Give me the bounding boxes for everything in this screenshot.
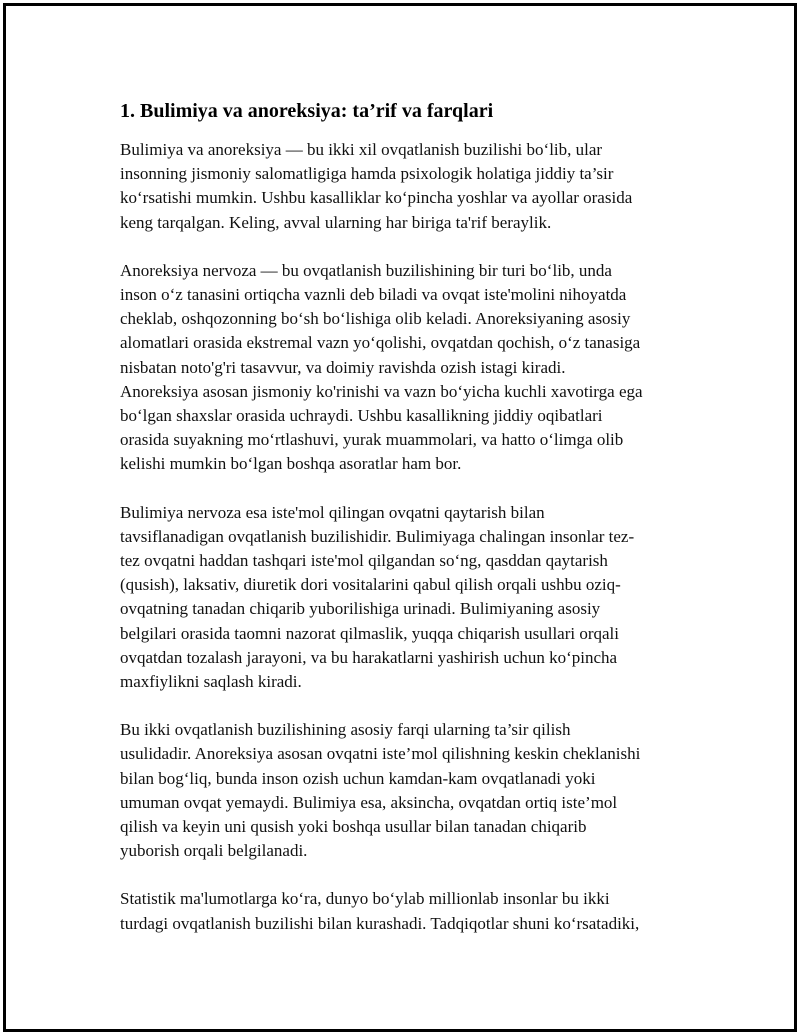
paragraph-line: Anoreksiya nervoza — bu ovqatlanish buzilishining bir turi bo‘lib, unda bbox=[120, 260, 612, 280]
paragraph-line: orasida suyakning mo‘rtlashuvi, yurak muammolari, va hatto o‘limga olib bbox=[120, 430, 624, 450]
paragraph-line: cheklab, oshqozonning bo‘sh bo‘lishiga olib keladi. Anoreksiyaning asosiy bbox=[120, 309, 631, 329]
paragraph-line: ko‘rsatishi mumkin. Ushbu kasalliklar ko‘pincha yoshlar va ayollar orasida bbox=[120, 188, 633, 208]
document-body bbox=[120, 98, 700, 960]
paragraph bbox=[120, 259, 700, 477]
section-heading: 1. Bulimiya va anoreksiya: ta’rif va farqlari bbox=[120, 100, 494, 122]
paragraph-line: nisbatan noto'g'ri tasavvur, va doimiy ravishda ozish istagi kiradi. bbox=[120, 357, 566, 377]
paragraph-line: kelishi mumkin bo‘lgan boshqa asoratlar ham bor. bbox=[120, 454, 462, 474]
paragraph-line: ovqatdan tozalash jarayoni, va bu harakatlarni yashirish uchun ko‘pincha bbox=[120, 647, 618, 667]
paragraph-line: ovqatning tanadan chiqarib yuborilishiga urinadi. Bulimiyaning asosiy bbox=[120, 599, 601, 619]
paragraph bbox=[120, 718, 700, 863]
paragraph-list bbox=[120, 138, 700, 936]
paragraph-line: yuborish orqali belgilanadi. bbox=[120, 841, 308, 861]
page-frame bbox=[3, 3, 797, 1032]
paragraph-line: qilish va keyin uni qusish yoki boshqa usullar bilan tanadan chiqarib bbox=[120, 817, 587, 837]
paragraph-line: tez ovqatni haddan tashqari iste'mol qilgandan so‘ng, qasddan qaytarish bbox=[120, 551, 608, 571]
paragraph-line: tavsiflanadigan ovqatlanish buzilishidir. Bulimiyaga chalingan insonlar tez- bbox=[120, 526, 635, 546]
paragraph-line: bilan bog‘liq, bunda inson ozish uchun kamdan-kam ovqatlanadi yoki bbox=[120, 768, 596, 788]
paragraph bbox=[120, 501, 700, 695]
paragraph-line: Bu ikki ovqatlanish buzilishining asosiy farqi ularning ta’sir qilish bbox=[120, 720, 571, 740]
paragraph-line: Statistik ma'lumotlarga ko‘ra, dunyo bo‘ylab millionlab insonlar bu ikki bbox=[120, 889, 610, 909]
paragraph-line: bo‘lgan shaxslar orasida uchraydi. Ushbu kasallikning jiddiy oqibatlari bbox=[120, 406, 603, 426]
paragraph-line: maxfiylikni saqlash kiradi. bbox=[120, 672, 302, 692]
paragraph-line: Bulimiya va anoreksiya — bu ikki xil ovqatlanish buzilishi bo‘lib, ular bbox=[120, 140, 603, 159]
paragraph-line: usulidadir. Anoreksiya asosan ovqatni iste’mol qilishning keskin cheklanishi bbox=[120, 744, 641, 764]
paragraph-line: alomatlari orasida ekstremal vazn yo‘qolishi, ovqatdan qochish, o‘z tanasiga bbox=[120, 333, 641, 353]
paragraph-line: Bulimiya nervoza esa iste'mol qilingan ovqatni qaytarish bilan bbox=[120, 502, 545, 522]
paragraph-line: (qusish), laksativ, diuretik dori vositalarini qabul qilish orqali ushbu oziq- bbox=[120, 575, 621, 595]
paragraph-line: umuman ovqat yemaydi. Bulimiya esa, aksincha, ovqatdan ortiq iste’mol bbox=[120, 792, 618, 812]
paragraph-line: turdagi ovqatlanish buzilishi bilan kurashadi. Tadqiqotlar shuni ko‘rsatadiki, bbox=[120, 913, 640, 933]
paragraph-line: inson o‘z tanasini ortiqcha vaznli deb biladi va ovqat iste'molini nihoyatda bbox=[120, 285, 627, 305]
paragraph-line: insonning jismoniy salomatligiga hamda psixologik holatiga jiddiy ta’sir bbox=[120, 164, 614, 184]
paragraph bbox=[120, 887, 700, 935]
paragraph-line: Anoreksiya asosan jismoniy ko'rinishi va vazn bo‘yicha kuchli xavotirga ega bbox=[120, 381, 643, 401]
paragraph-line: belgilari orasida taomni nazorat qilmaslik, yuqqa chiqarish usullari orqali bbox=[120, 623, 620, 643]
paragraph-line: keng tarqalgan. Keling, avval ularning har biriga ta'rif beraylik. bbox=[120, 212, 552, 232]
paragraph bbox=[120, 138, 700, 235]
